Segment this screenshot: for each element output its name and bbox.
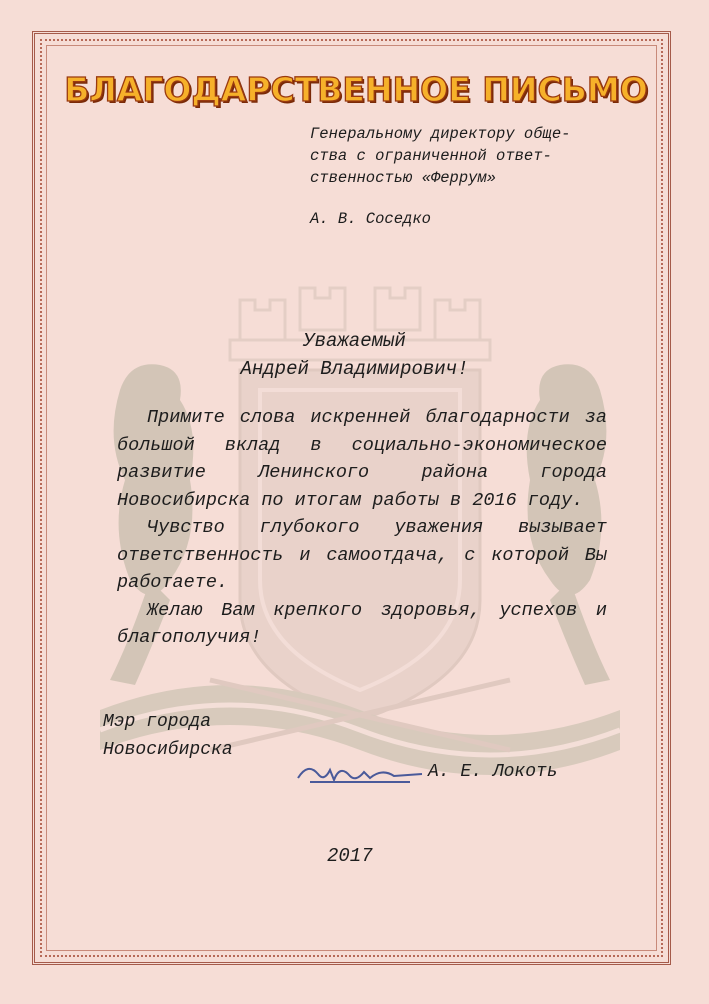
addressee-line: Генеральному директору обще- <box>310 125 571 143</box>
letter-body <box>117 404 607 652</box>
body-paragraph: Примите слова искренней благодарности за большой вклад в социально-экономическое развитие Ленинского района города Новосибирска по итогам работы в 2016 году. <box>117 407 607 511</box>
greeting-line-1: Уважаемый <box>303 330 406 352</box>
signatory-name: А. Е. Локоть <box>428 762 558 782</box>
greeting-line-2: Андрей Владимирович! <box>240 358 469 380</box>
addressee-block <box>310 123 570 189</box>
body-paragraph: Чувство глубокого уважения вызывает ответственность и самоотдача, с которой Вы работаете. <box>117 517 607 593</box>
letter-title: БЛАГОДАРСТВЕННОЕ ПИСЬМО <box>64 70 648 109</box>
addressee-line: ственностью «Феррум» <box>310 169 497 187</box>
body-paragraph: Желаю Вам крепкого здоровья, успехов и благополучия! <box>117 599 607 648</box>
addressee-line: ства с ограниченной ответ- <box>310 147 552 165</box>
letter-year: 2017 <box>327 845 373 867</box>
signatory-title-line: Новосибирска <box>103 740 233 760</box>
signatory-title-line: Мэр города <box>103 712 212 732</box>
addressee-name: А. В. Соседко <box>310 210 431 228</box>
signatory-title <box>103 708 233 764</box>
handwritten-signature <box>290 752 430 788</box>
